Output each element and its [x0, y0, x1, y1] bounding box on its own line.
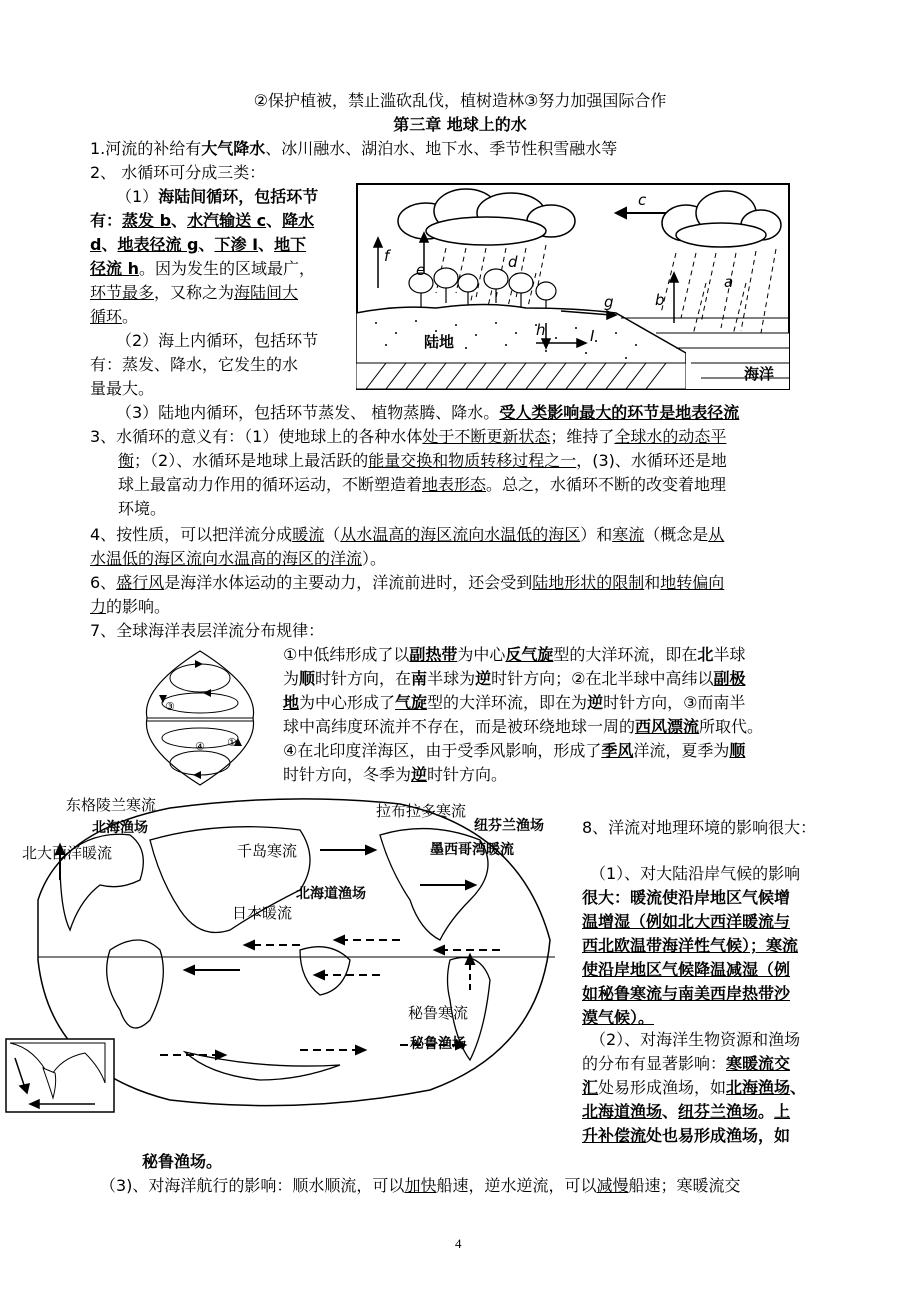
p8-s2-line-5: 升补偿流处也易形成渔场，如 — [582, 1126, 791, 1145]
current-model-diagram — [143, 648, 257, 788]
p3-line-1: 3、水循环的意义有：（1）使地球上的各种水体处于不断更新状态；维持了全球水的动态平 — [90, 427, 727, 446]
label-gulf-stream: 墨西哥湾暖流 — [430, 842, 514, 858]
p7-line-5: ④在北印度洋海区，由于受季风影响，形成了季风洋流，夏季为顺 — [283, 741, 746, 760]
p7-line-1: ①中低纬形成了以副热带为中心反气旋型的大洋环流，即在北半球 — [283, 645, 746, 664]
p6-line-1: 6、盛行风是海洋水体运动的主要动力，洋流前进时，还会受到陆地形状的限制和地转偏向 — [90, 573, 725, 592]
p8-title: 8、洋流对地理环境的影响很大： — [582, 818, 817, 837]
water-cycle-diagram — [356, 183, 790, 390]
cycle-1-line-2: 有：蒸发 b、水汽输送 c、降水 — [90, 211, 315, 230]
label-north-sea-fishery: 北海渔场 — [92, 820, 148, 836]
label-land: 陆地 — [424, 333, 455, 351]
label-newfoundland-fishery: 纽芬兰渔场 — [474, 818, 544, 834]
intro-line: ②保护植被，禁止滥砍乱伐，植树造林③努力加强国际合作 — [253, 91, 667, 110]
p8-s2-line-3: 汇处易形成渔场，如北海渔场、 — [582, 1078, 807, 1097]
p8-s2-line-1: （2）、对海洋生物资源和渔场 — [590, 1030, 801, 1049]
label-peru-current: 秘鲁寒流 — [408, 1004, 469, 1022]
cycle-1-line-5: 环节最多，又称之为海陆间大 — [90, 283, 299, 302]
p7-line-4: 球中高纬度环流并不存在，而是被环绕地球一周的西风漂流所取代。 — [283, 717, 764, 736]
label-north-atlantic-drift: 北大西洋暖流 — [22, 844, 113, 862]
p4-line-2: 水温低的海区流向水温高的海区的洋流）。 — [90, 549, 387, 568]
label-peru-fishery: 秘鲁渔场 — [410, 1036, 466, 1052]
label-d: d — [508, 253, 518, 271]
p8-s1-line-5: 使沿岸地区气候降温减湿（例 — [582, 960, 791, 979]
p8-s2-line-4: 北海道渔场、纽芬兰渔场。上 — [582, 1102, 791, 1121]
page-number: 4 — [455, 1236, 462, 1251]
p6-line-2: 力的影响。 — [90, 597, 171, 616]
indian-ocean-inset-map — [5, 1038, 115, 1113]
label-e: e — [416, 261, 426, 279]
label-b: b — [655, 291, 665, 309]
label-a: a — [724, 273, 734, 291]
cycle-1-line-1: （1）海陆间循环，包括环节 — [116, 187, 319, 206]
p7-line-6: 时针方向，冬季为逆时针方向。 — [283, 765, 508, 784]
label-h: h — [536, 321, 546, 339]
p8-s1-line-6: 如秘鲁寒流与南美西岸热带沙 — [582, 984, 791, 1003]
label-kuril-current: 千岛寒流 — [237, 842, 298, 860]
oval-label-1: ① — [227, 736, 237, 749]
p8-s1-line-2: 很大：暖流使沿岸地区气候增 — [582, 888, 791, 907]
chapter-title: 第三章 地球上的水 — [393, 115, 527, 134]
p8-s2-line-6: 秘鲁渔场。 — [142, 1152, 223, 1171]
label-east-greenland-current: 东格陵兰寒流 — [66, 796, 157, 814]
oval-label-4: ④ — [195, 740, 205, 753]
cycle-1-line-6: 循环。 — [90, 307, 139, 326]
label-f: f — [384, 247, 390, 265]
label-c: c — [638, 191, 647, 209]
cycle-2-line-1: （2）海上内循环，包括环节 — [116, 331, 319, 350]
p4-line-1: 4、按性质，可以把洋流分成暖流（从水温高的海区流向水温低的海区）和寒流（概念是从 — [90, 525, 725, 544]
p7-line-3: 地为中心形成了气旋型的大洋环流，即在为逆时针方向，③而南半 — [283, 693, 746, 712]
oval-label-3: ③ — [165, 700, 175, 713]
p7-line-2: 为顺时针方向，在南半球为逆时针方向；②在北半球中高纬以副极 — [283, 669, 746, 688]
label-kuroshio-current: 日本暖流 — [232, 904, 293, 922]
cycle-1-line-4: 径流 h。因为发生的区域最广， — [90, 259, 315, 278]
paragraph-1: 1.河流的补给有大气降水、冰川融水、湖泊水、地下水、季节性积雪融水等 — [90, 139, 618, 158]
paragraph-2-heading: 2、 水循环可分成三类： — [90, 163, 266, 182]
cycle-2-line-2: 有：蒸发、降水，它发生的水 — [90, 355, 299, 374]
p8-s2-line-2: 的分布有显著影响：寒暖流交 — [582, 1054, 791, 1073]
label-ocean: 海洋 — [744, 365, 775, 383]
cycle-3: （3）陆地内循环，包括环节蒸发、 植物蒸腾、降水。受人类影响最大的环节是地表径流 — [116, 403, 740, 422]
label-i: I — [590, 327, 595, 345]
label-g: g — [604, 293, 614, 311]
cycle-1-line-3: d、地表径流 g、下渗 I、地下 — [90, 235, 307, 254]
label-hokkaido-fishery: 北海道渔场 — [296, 886, 366, 902]
p3-line-4: 环境。 — [118, 499, 167, 518]
p3-line-2: 衡；（2）、水循环是地球上最活跃的能量交换和物质转移过程之一，(3)、水循环还是地 — [118, 451, 727, 470]
p8-s3-line-1: （3)、对海洋航行的影响：顺水顺流，可以加快船速，逆水逆流，可以减慢船速；寒暖流交 — [100, 1176, 741, 1195]
p8-s1-line-1: （1）、对大陆沿岸气候的影响 — [590, 864, 801, 883]
cycle-2-line-3: 量最大。 — [90, 379, 155, 398]
p8-s1-line-3: 温增湿（例如北大西洋暖流与 — [582, 912, 791, 931]
p7-heading: 7、全球海洋表层洋流分布规律： — [90, 621, 325, 640]
p8-s1-line-7: 漠气候）。 — [582, 1008, 655, 1027]
p3-line-3: 球上最富动力作用的循环运动，不断塑造着地表形态。总之，水循环不断的改变着地理 — [118, 475, 727, 494]
p8-s1-line-4: 西北欧温带海洋性气候）；寒流 — [582, 936, 799, 955]
label-labrador-current: 拉布拉多寒流 — [376, 802, 467, 820]
